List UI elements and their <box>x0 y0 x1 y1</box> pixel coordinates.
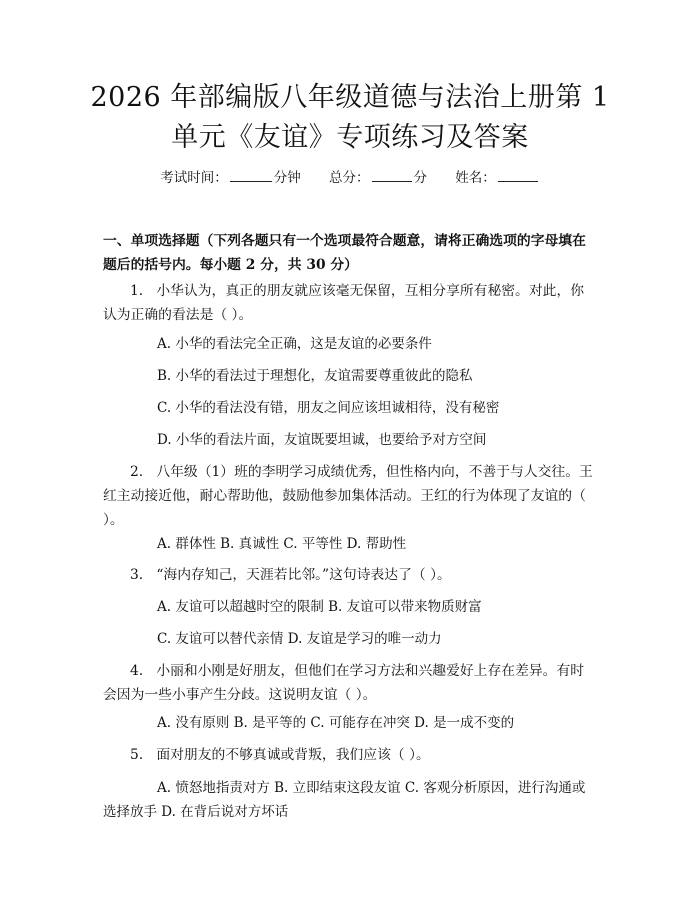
question-stem: “海内存知己，天涯若比邻。”这句诗表达了（ ）。 <box>156 567 451 583</box>
question-2-options: A. 群体性 B. 真诚性 C. 平等性 D. 帮助性 <box>157 536 407 552</box>
student-name-blank <box>498 169 538 182</box>
question-5-options: A. 愤怒地指责对方 B. 立即结束这段友谊 C. 客观分析原因，进行沟通或选择放手 D. 在背后说对方坏话 <box>103 780 586 820</box>
exam-time-unit: 分钟 <box>273 170 301 186</box>
question-3-options-row-1: A. 友谊可以超越时空的限制 B. 友谊可以带来物质财富 <box>157 599 482 615</box>
student-name-label: 姓名： <box>455 170 496 186</box>
question-1-option-c: C. 小华的看法没有错，朋友之间应该坦诚相待，没有秘密 <box>157 400 500 416</box>
question-number: 3. <box>130 567 144 583</box>
total-score-blank <box>372 169 412 182</box>
student-name-field <box>455 168 540 188</box>
exam-info-line <box>0 168 700 188</box>
question-stem: 小丽和小刚是好朋友，但他们在学习方法和兴趣爱好上存在差异。有时会因为一些小事产生分歧。这说明友谊（ ）。 <box>103 663 585 703</box>
question-4 <box>103 659 597 707</box>
question-3-options-row-2: C. 友谊可以替代亲情 D. 友谊是学习的唯一动力 <box>157 631 442 647</box>
question-stem: 小华认为，真正的朋友就应该毫无保留，互相分享所有秘密。对此，你认为正确的看法是（ ）。 <box>103 283 585 323</box>
question-1-option-b: B. 小华的看法过于理想化，友谊需要尊重彼此的隐私 <box>157 368 473 384</box>
question-5 <box>103 743 597 767</box>
question-1-option-d: D. 小华的看法片面，友谊既要坦诚，也要给予对方空间 <box>157 432 487 448</box>
question-stem: 八年级（1）班的李明学习成绩优秀，但性格内向，不善于与人交往。王红主动接近他，耐心帮助他，鼓励他参加集体活动。王红的行为体现了友谊的（ ）。 <box>103 464 593 528</box>
question-3 <box>103 563 597 587</box>
question-stem: 面对朋友的不够真诚或背叛，我们应该（ ）。 <box>156 747 430 763</box>
question-4-options: A. 没有原则 B. 是平等的 C. 可能存在冲突 D. 是一成不变的 <box>157 715 515 731</box>
total-score-field <box>329 168 427 188</box>
exam-time-field <box>160 168 301 188</box>
question-1-option-a: A. 小华的看法完全正确，这是友谊的必要条件 <box>157 336 432 352</box>
question-number: 2. <box>130 464 144 480</box>
question-number: 4. <box>130 663 144 679</box>
document-title: 2026 年部编版八年级道德与法治上册第 1 单元《友谊》专项练习及答案 <box>90 82 610 153</box>
exam-time-blank <box>230 169 272 182</box>
question-number: 5. <box>130 747 144 763</box>
question-1 <box>103 279 597 327</box>
section-heading: 一、单项选择题（下列各题只有一个选项最符合题意，请将正确选项的字母填在题后的括号内。每小题 2 分，共 30 分） <box>103 233 586 273</box>
exam-time-label: 考试时间： <box>160 170 228 186</box>
total-score-unit: 分 <box>413 170 427 186</box>
question-2 <box>103 460 597 532</box>
question-number: 1. <box>130 283 144 299</box>
total-score-label: 总分： <box>329 170 370 186</box>
